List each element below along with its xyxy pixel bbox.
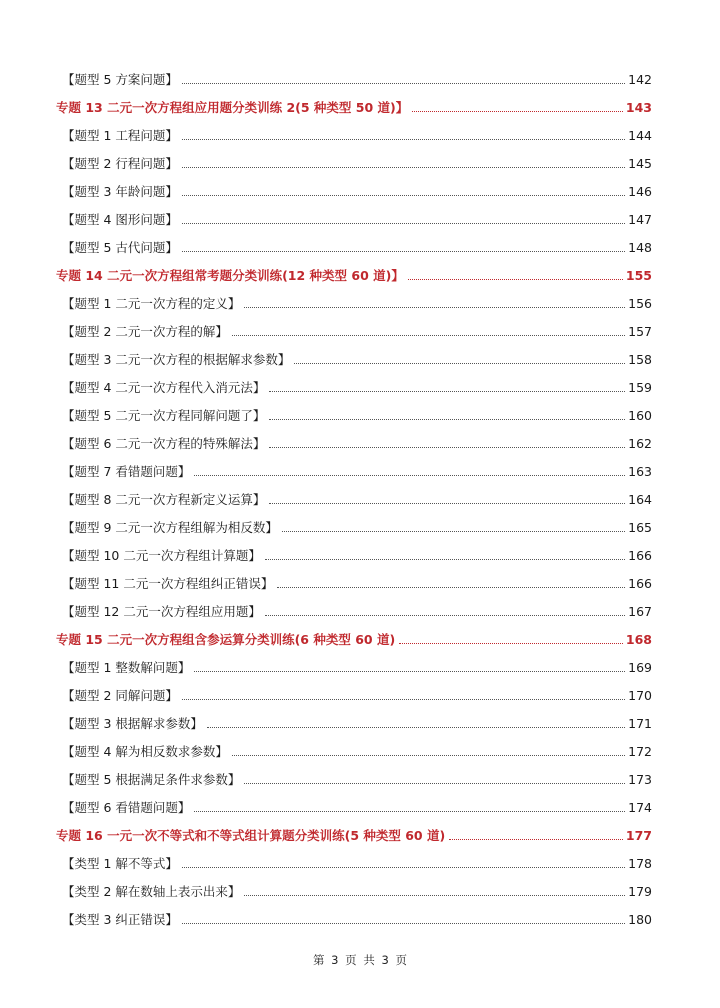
toc-page-number: 144 [628,128,652,143]
dot-leader [277,587,625,588]
dot-leader [269,391,625,392]
toc-entry-title: 专题 15 二元一次方程组含参运算分类训练(6 种类型 60 道) [56,632,396,647]
dot-leader [207,727,625,728]
toc-page-number: 157 [628,324,652,339]
toc-entry[interactable] [0,284,720,312]
toc-entry-title: 【题型 6 二元一次方程的特殊解法】 [62,436,266,451]
toc-page-number: 179 [628,884,652,899]
toc-entry-title: 【题型 5 古代问题】 [62,240,178,255]
toc-entry-title: 【题型 1 工程问题】 [62,128,178,143]
toc-entry-title: 【题型 1 二元一次方程的定义】 [62,296,241,311]
toc-entry-title: 专题 16 一元一次不等式和不等式组计算题分类训练(5 种类型 60 道) [56,828,446,843]
dot-leader [182,251,625,252]
toc-page-number: 171 [628,716,652,731]
toc-entry-title: 专题 14 二元一次方程组常考题分类训练(12 种类型 60 道)】 [56,268,404,283]
dot-leader [244,895,625,896]
dot-leader [182,223,625,224]
toc-entry-title: 【题型 7 看错题问题】 [62,464,191,479]
toc-page-number: 158 [628,352,652,367]
toc-entry-title: 【题型 8 二元一次方程新定义运算】 [62,492,266,507]
dot-leader [269,447,625,448]
dot-leader [408,279,623,280]
dot-leader [182,923,625,924]
dot-leader [194,811,625,812]
toc-page-number: 165 [628,520,652,535]
toc-page-number: 173 [628,772,652,787]
toc-entry-title: 【类型 2 解在数轴上表示出来】 [62,884,241,899]
toc-entry[interactable] [0,648,720,676]
toc-page-number: 168 [625,632,652,647]
toc-entry-title: 【题型 6 看错题问题】 [62,800,191,815]
dot-leader [194,475,625,476]
toc-entry-title: 【题型 12 二元一次方程组应用题】 [62,604,261,619]
toc-page-number: 172 [628,744,652,759]
dot-leader [182,867,625,868]
dot-leader [399,643,623,644]
toc-page-number: 146 [628,184,652,199]
dot-leader [194,671,625,672]
toc-section-heading[interactable] [0,816,720,844]
toc-section-heading[interactable] [0,88,720,116]
toc-entry[interactable] [0,872,720,900]
toc-page-number: 142 [628,72,652,87]
dot-leader [182,83,625,84]
toc-entry-title: 【题型 2 同解问题】 [62,688,178,703]
toc-page-number: 166 [628,548,652,563]
dot-leader [269,503,625,504]
toc-page-number: 160 [628,408,652,423]
toc-entry[interactable] [0,452,720,480]
toc-entry[interactable] [0,592,720,620]
dot-leader [449,839,623,840]
dot-leader [232,755,625,756]
toc-entry-title: 【类型 3 纠正错误】 [62,912,178,927]
toc-entry-title: 【题型 3 二元一次方程的根据解求参数】 [62,352,291,367]
toc-entry[interactable] [0,144,720,172]
toc-entry-title: 【题型 3 根据解求参数】 [62,716,203,731]
toc-entry[interactable] [0,704,720,732]
toc-page-number: 177 [625,828,652,843]
toc-entry-title: 【题型 9 二元一次方程组解为相反数】 [62,520,278,535]
toc-page-number: 145 [628,156,652,171]
toc-entry-title: 【题型 2 行程问题】 [62,156,178,171]
toc-entry-title: 【题型 10 二元一次方程组计算题】 [62,548,261,563]
toc-entry[interactable] [0,732,720,760]
toc-page-number: 148 [628,240,652,255]
dot-leader [412,111,623,112]
toc-entry-title: 【题型 11 二元一次方程组纠正错误】 [62,576,274,591]
toc-entry[interactable] [0,200,720,228]
toc-entry[interactable] [0,480,720,508]
toc-entry-title: 【类型 1 解不等式】 [62,856,178,871]
toc-entry[interactable] [0,60,720,88]
toc-entry[interactable] [0,508,720,536]
toc-entry-title: 【题型 4 解为相反数求参数】 [62,744,228,759]
toc-entry[interactable] [0,116,720,144]
toc-page-number: 164 [628,492,652,507]
toc-entry[interactable] [0,396,720,424]
dot-leader [182,167,625,168]
toc-entry[interactable] [0,312,720,340]
toc-entry[interactable] [0,760,720,788]
toc-entry[interactable] [0,368,720,396]
toc-page-number: 163 [628,464,652,479]
toc-page-number: 159 [628,380,652,395]
table-of-contents [0,60,720,928]
toc-entry-title: 【题型 2 二元一次方程的解】 [62,324,228,339]
dot-leader [282,531,625,532]
toc-page-number: 178 [628,856,652,871]
toc-page-number: 174 [628,800,652,815]
toc-entry[interactable] [0,424,720,452]
toc-entry[interactable] [0,228,720,256]
dot-leader [244,783,625,784]
toc-section-heading[interactable] [0,620,720,648]
toc-page-number: 167 [628,604,652,619]
page-footer: 第 3 页 共 3 页 [313,953,407,967]
toc-entry[interactable] [0,172,720,200]
toc-entry-title: 【题型 3 年龄问题】 [62,184,178,199]
toc-page-number: 162 [628,436,652,451]
toc-page-number: 170 [628,688,652,703]
toc-entry-title: 专题 13 二元一次方程组应用题分类训练 2(5 种类型 50 道)】 [56,100,409,115]
toc-entry[interactable] [0,676,720,704]
toc-entry[interactable] [0,564,720,592]
toc-entry-title: 【题型 5 方案问题】 [62,72,178,87]
toc-section-heading[interactable] [0,256,720,284]
toc-page-number: 147 [628,212,652,227]
toc-page-number: 143 [625,100,652,115]
toc-entry[interactable] [0,536,720,564]
dot-leader [244,307,625,308]
toc-page-number: 180 [628,912,652,927]
dot-leader [232,335,625,336]
toc-entry[interactable] [0,844,720,872]
toc-entry[interactable] [0,900,720,928]
toc-entry-title: 【题型 4 图形问题】 [62,212,178,227]
toc-entry[interactable] [0,788,720,816]
dot-leader [182,139,625,140]
toc-page-number: 156 [628,296,652,311]
dot-leader [265,559,625,560]
toc-page-number: 166 [628,576,652,591]
dot-leader [294,363,625,364]
toc-page-number: 155 [625,268,652,283]
toc-entry-title: 【题型 5 二元一次方程同解问题了】 [62,408,266,423]
toc-page-number: 169 [628,660,652,675]
dot-leader [265,615,625,616]
dot-leader [269,419,625,420]
dot-leader [182,195,625,196]
toc-entry[interactable] [0,340,720,368]
toc-entry-title: 【题型 1 整数解问题】 [62,660,191,675]
toc-entry-title: 【题型 4 二元一次方程代入消元法】 [62,380,266,395]
toc-entry-title: 【题型 5 根据满足条件求参数】 [62,772,241,787]
dot-leader [182,699,625,700]
